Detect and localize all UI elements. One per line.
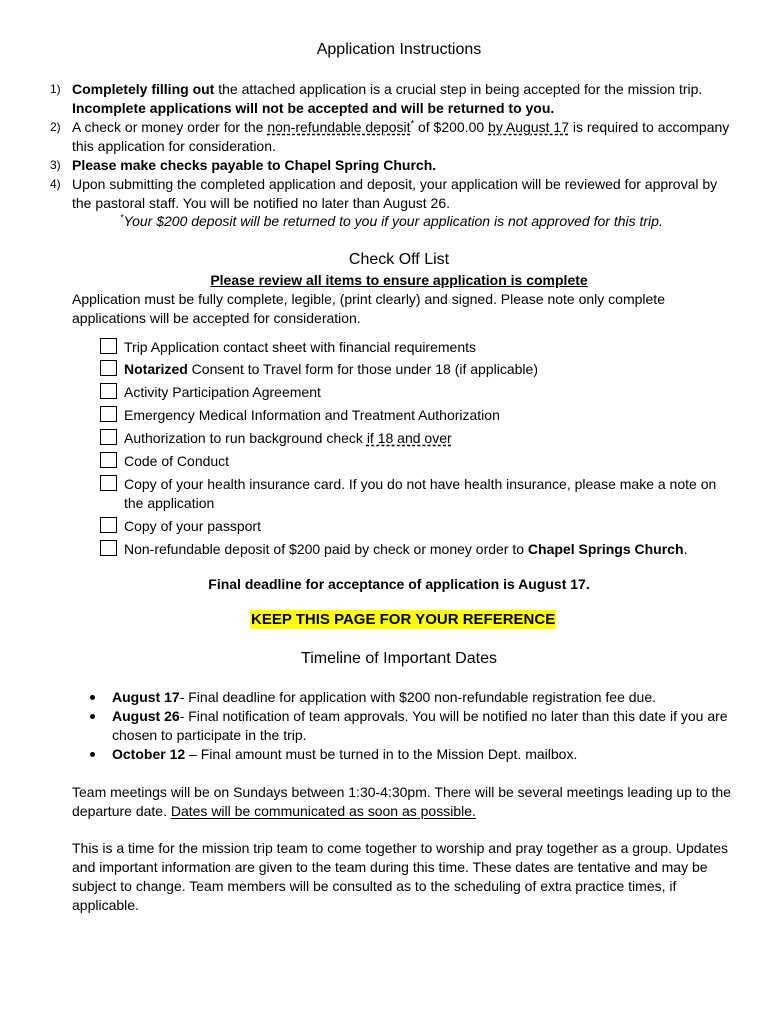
checklist-item-label: Copy of your passport xyxy=(124,518,261,534)
checklist-item xyxy=(100,540,730,559)
instruction-text: A check or money order for the xyxy=(72,119,268,135)
checklist-item xyxy=(100,383,730,402)
instructions-list xyxy=(50,80,732,213)
final-deadline: Final deadline for acceptance of application is August 17. xyxy=(208,576,590,592)
checklist xyxy=(100,338,730,559)
checkbox[interactable] xyxy=(100,475,117,491)
checkbox[interactable] xyxy=(100,338,117,354)
checklist-item-label: Code of Conduct xyxy=(124,453,230,469)
checkbox[interactable] xyxy=(100,540,117,556)
bullet-icon xyxy=(90,695,95,700)
deposit-date: by August 17 xyxy=(488,119,569,135)
footnote-star: * xyxy=(120,212,124,223)
instruction-item-1 xyxy=(50,80,732,118)
footnote-star: * xyxy=(410,118,415,129)
page-title: Application Instructions xyxy=(316,41,482,58)
timeline-text: – Final amount must be turned in to the Mission Dept. mailbox. xyxy=(185,746,578,762)
checklist-item-label: Non-refundable deposit of $200 paid by check or money order to xyxy=(124,541,528,557)
deposit-term: non-refundable deposit xyxy=(267,119,411,135)
instruction-text: of $200.00 xyxy=(414,119,489,135)
checkbox[interactable] xyxy=(100,452,117,468)
checklist-item-label: Trip Application contact sheet with financial requirements xyxy=(124,339,476,355)
timeline-date: October 12 xyxy=(112,746,186,762)
instruction-number: 3) xyxy=(50,158,61,172)
checklist-item-label: Emergency Medical Information and Treatment Authorization xyxy=(124,407,500,423)
instruction-number: 1) xyxy=(50,82,61,96)
timeline-item xyxy=(112,707,732,745)
timeline-text: - Final deadline for application with $200 non-refundable registration fee due. xyxy=(179,689,656,705)
checklist-item-label: Consent to Travel form for those under 18 (if applicable) xyxy=(187,361,538,377)
checklist-item xyxy=(100,475,730,513)
checkbox[interactable] xyxy=(100,429,117,445)
purpose-paragraph: This is a time for the mission trip team to come together to worship and pray together as a group. Updates and important information are given to the team during this time. These dates are tentative and may be subject to change. Team members will be consulted as to the scheduling of extra practice times, if applicable. xyxy=(72,840,728,913)
timeline-item xyxy=(112,745,732,764)
checkbox[interactable] xyxy=(100,517,117,533)
checklist-title: Check Off List xyxy=(348,251,450,268)
instruction-bold: Please make checks payable to Chapel Spring Church. xyxy=(72,157,437,173)
checklist-item xyxy=(100,517,730,536)
instruction-bold-end: Incomplete applications will not be accepted and will be returned to you. xyxy=(72,100,555,116)
checklist-item-bold: Notarized xyxy=(124,361,188,377)
timeline-date: August 26 xyxy=(112,708,180,724)
instruction-bold-start: Completely filling out xyxy=(72,81,215,97)
meetings-note: Dates will be communicated as soon as possible. xyxy=(170,803,476,819)
meetings-text: Team meetings will be on Sundays between 1:30-4:30pm. There will be several meetings leading up to the departure date. xyxy=(72,784,731,819)
checklist-item-label: Copy of your health insurance card. If you do not have health insurance, please make a note on the application xyxy=(124,476,717,511)
checkbox[interactable] xyxy=(100,383,117,399)
footnote-text: Your $200 deposit will be returned to you if your application is not approved for this trip. xyxy=(123,213,663,229)
instruction-number: 4) xyxy=(50,177,61,191)
checklist-item xyxy=(100,452,730,471)
checklist-item xyxy=(100,338,730,357)
checklist-item-label: Authorization to run background check xyxy=(124,430,367,446)
checklist-subtitle: Please review all items to ensure application is complete xyxy=(210,272,588,288)
timeline-title: Timeline of Important Dates xyxy=(301,650,497,667)
instruction-text: the attached application is a crucial step in being accepted for the mission trip. xyxy=(214,81,703,97)
checkbox[interactable] xyxy=(100,360,117,376)
bullet-icon xyxy=(90,752,95,757)
footnote xyxy=(120,212,663,231)
instruction-item-2 xyxy=(50,118,732,156)
timeline-item xyxy=(112,688,732,707)
checklist-item-label: . xyxy=(683,541,688,557)
instruction-item-4 xyxy=(50,175,732,213)
instruction-text: Upon submitting the completed application and deposit, your application will be reviewed for approval by the pastoral staff. You will be notified no later than August 26. xyxy=(72,176,718,211)
timeline-text: - Final notification of team approvals. You will be notified no later than this date if you are chosen to participate in the trip. xyxy=(112,708,728,743)
checklist-item xyxy=(100,429,730,448)
checklist-item xyxy=(100,360,730,379)
instruction-number: 2) xyxy=(50,120,61,134)
church-name: Chapel Springs Church xyxy=(527,541,684,557)
keep-page-notice: KEEP THIS PAGE FOR YOUR REFERENCE xyxy=(251,611,556,628)
timeline-list xyxy=(112,688,732,764)
checklist-item-condition: if 18 and over xyxy=(366,430,452,446)
checklist-item-label: Activity Participation Agreement xyxy=(124,384,321,400)
instruction-item-3 xyxy=(50,156,732,175)
bullet-icon xyxy=(90,714,95,719)
checklist-intro: Application must be fully complete, legible, (print clearly) and signed. Please note only complete applications will be accepted for consideration. xyxy=(72,291,665,326)
checklist-item xyxy=(100,406,730,425)
timeline-date: August 17 xyxy=(112,689,180,705)
meetings-paragraph xyxy=(72,783,732,821)
checkbox[interactable] xyxy=(100,406,117,422)
instruction-text: is required to accompany this application for consideration. xyxy=(72,119,730,154)
